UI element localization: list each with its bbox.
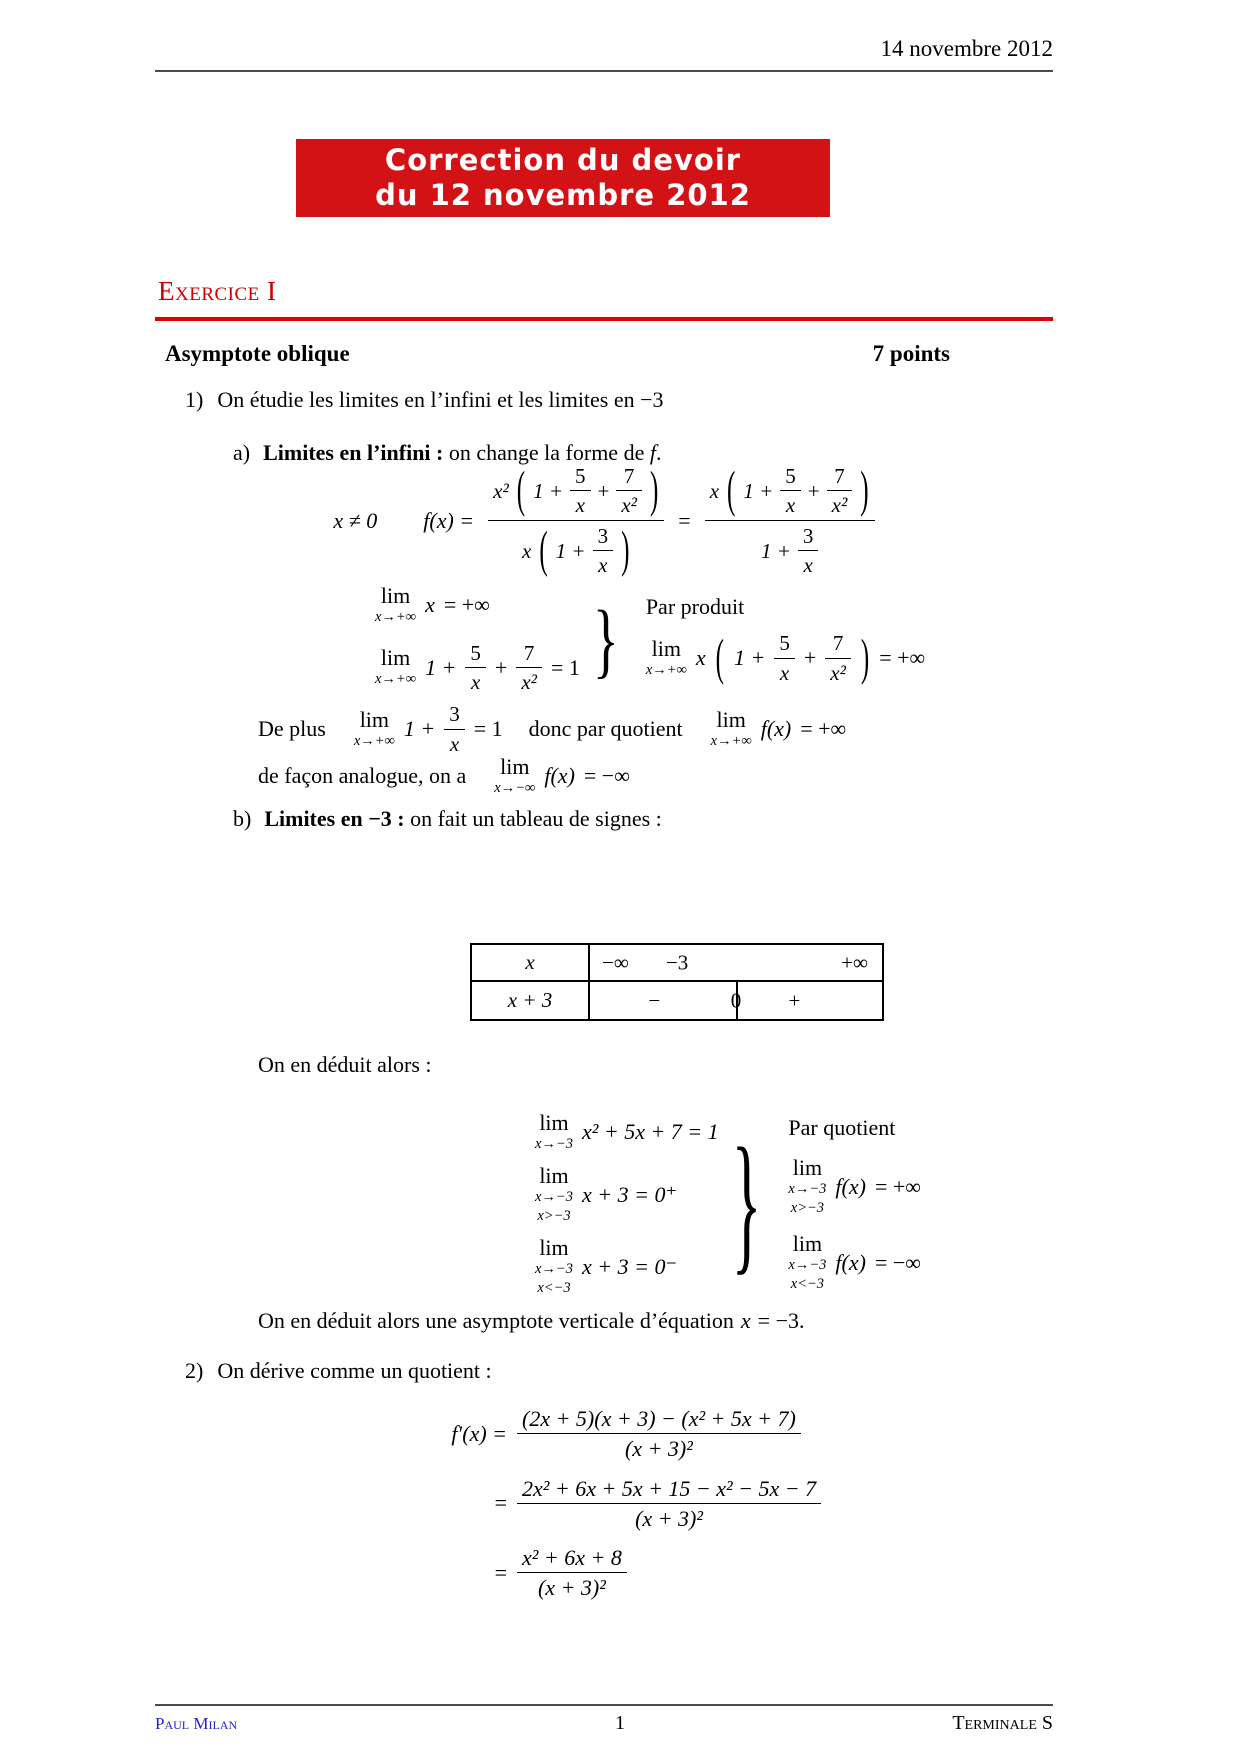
limit-line: lim x→+∞ x ( 1 + $\frac{5}{x}$ + $\frac{7}{\text{x²}}$ ) = +∞ <box>645 630 926 686</box>
lim-subscript: x→−∞ <box>494 779 536 796</box>
sign-plus: + <box>788 988 801 1012</box>
limit-line: lim x→−3 x² + 5x + 7 = 1 <box>535 1110 719 1152</box>
lim-operator: lim <box>539 1162 569 1188</box>
footer-page-number: 1 <box>615 1712 625 1734</box>
lim-subscript: x→−3 <box>535 1260 573 1277</box>
x-neq-0: x ≠ 0 <box>333 507 378 533</box>
item-2 <box>185 1358 492 1384</box>
section-rule <box>155 317 1053 321</box>
sign-table-header-row <box>472 945 882 982</box>
lim-operator: lim <box>359 706 390 732</box>
minus-infinity: −∞ <box>602 950 629 974</box>
footer-class-label: Terminale S <box>952 1712 1053 1734</box>
lim-operator: lim <box>380 645 411 671</box>
lim-subscript: x→+∞ <box>710 732 752 749</box>
lim-subscript: x→−3 <box>535 1188 573 1205</box>
left-paren: ( <box>516 462 526 519</box>
lim-operator: lim <box>539 1110 569 1135</box>
lim-subscript: x→−3 <box>788 1257 827 1274</box>
lim-subscript: x→+∞ <box>353 732 395 749</box>
lim-operator: lim <box>716 706 746 732</box>
item-1b-label: b) <box>233 806 252 831</box>
derivative-line-2: = $\frac{\text{2x² + 6x + 5x + 15 − x² − 5x − 7}}{\text{(x + 3)²}}$ <box>395 1475 821 1533</box>
limit-line: lim x→−3 x>−3 f(x) = +∞ <box>788 1155 921 1217</box>
par-quotient-label: Par quotient <box>788 1115 896 1141</box>
lim-operator: lim <box>500 753 530 779</box>
sign-zero: 0 <box>730 988 742 1012</box>
header-date: 14 novembre 2012 <box>880 36 1053 61</box>
right-brace: } <box>731 1119 762 1290</box>
lim-condition: x<−3 <box>790 1276 825 1293</box>
lim-subscript: x→+∞ <box>645 661 687 678</box>
footer-author: Paul Milan <box>155 1714 238 1733</box>
sign-table-var: x <box>472 945 590 980</box>
item-1a-rest: on change la forme de <box>448 440 645 465</box>
equals-sign: = <box>494 1490 507 1516</box>
limit-line: lim x→+∞ x = +∞ <box>375 583 490 625</box>
derivative-block <box>395 1405 821 1614</box>
donc-text: donc par quotient <box>528 716 683 741</box>
equals-sign: = <box>494 1559 507 1585</box>
limit-line: lim x→−3 x<−3 x + 3 = 0⁻ <box>535 1234 678 1296</box>
item-1 <box>185 387 664 413</box>
sign-table-sign-row <box>472 982 882 1019</box>
conclusion-value: = −3. <box>757 1308 805 1333</box>
item-1a-bold: Limites en l’infini : <box>263 440 444 465</box>
de-plus-line: De plus lim x→+∞ 1 + $\frac{3}{x}$ = 1 donc par quotient lim x→+∞ f(x) = +∞ <box>258 702 847 756</box>
analogue-line: de façon analogue, on a lim x→−∞ f(x) = −∞ <box>258 753 630 796</box>
sign-table <box>470 943 884 1021</box>
x-symbol: x <box>740 1308 751 1333</box>
section-heading: Exercice I <box>158 276 277 306</box>
item-2-label: 2) <box>185 1358 204 1383</box>
lim-condition: x>−3 <box>790 1200 825 1217</box>
limits-product-block <box>375 585 925 695</box>
item-1b-text <box>264 806 661 832</box>
limit-line: lim x→−3 x<−3 f(x) = −∞ <box>788 1231 921 1293</box>
exercise-header <box>165 341 950 367</box>
plus-infinity: +∞ <box>841 950 868 974</box>
lim-condition: x<−3 <box>537 1279 571 1296</box>
limits-quotient-block <box>535 1112 921 1297</box>
fraction-1: x² ( 1 + $\frac{5}{x}$ + $\frac{7}{\text{x²}}$ ) x ( 1 + $\frac{3}{x}$ ) <box>488 462 664 580</box>
exercise-subtitle: Asymptote oblique <box>165 341 350 366</box>
lim-subscript: x→−3 <box>788 1181 827 1198</box>
equals-sign: = <box>678 507 691 533</box>
derivative-line-1: f′(x) = $\frac{\text{(2x + 5)(x + 3) − (x² + 5x + 7)}}{\text{(x + 3)²}}$ <box>395 1405 821 1463</box>
exercise-points: 7 points <box>872 341 950 366</box>
banner-line1: Correction du devoir <box>384 143 742 177</box>
header-rule <box>155 70 1053 72</box>
asymptote-conclusion <box>258 1308 805 1334</box>
par-produit-label: Par produit <box>645 594 745 620</box>
lim-subscript: x→−3 <box>535 1136 573 1152</box>
conclusion-text: On en déduit alors une asymptote verticale d’équation <box>258 1308 734 1333</box>
lim-operator: lim <box>539 1234 569 1260</box>
item-1-label: 1) <box>185 387 204 412</box>
lim-operator: lim <box>792 1231 823 1257</box>
sign-minus: − <box>648 988 661 1012</box>
limit-line: lim x→−3 x>−3 x + 3 = 0⁺ <box>535 1162 678 1224</box>
item-1a-text: Limites en l’infini : on change la forme de f. <box>263 440 662 465</box>
item-1b-rest: on fait un tableau de signes : <box>410 806 662 831</box>
minus-three: −3 <box>665 950 689 974</box>
f-symbol: f <box>649 440 656 465</box>
right-paren: ) <box>649 462 659 519</box>
item-1-text: On étudie les limites en l’infini et les limites en −3 <box>217 387 664 412</box>
right-brace: } <box>592 593 619 687</box>
lim-operator: lim <box>651 635 682 661</box>
title-banner <box>296 139 830 217</box>
item-1b-bold: Limites en −3 : <box>264 806 405 831</box>
lim-operator: lim <box>380 583 411 608</box>
de-plus-text: De plus <box>258 716 326 741</box>
f-prime-lhs: f′(x) = <box>451 1420 507 1446</box>
analogue-text: de façon analogue, on a <box>258 763 467 788</box>
deduction-intro: On en déduit alors : <box>258 1052 432 1077</box>
fx-equals: f(x) = <box>423 507 475 533</box>
footer-rule <box>155 1704 1053 1706</box>
lim-subscript: x→+∞ <box>375 671 417 688</box>
lim-subscript: x→+∞ <box>375 609 417 625</box>
equation-f-rewrite <box>155 462 1053 580</box>
lim-condition: x>−3 <box>537 1207 571 1224</box>
item-1a-label: a) <box>233 440 251 465</box>
item-1b <box>233 806 662 832</box>
item-2-text: On dérive comme un quotient : <box>217 1358 492 1383</box>
fraction-2: x ( 1 + $\frac{5}{x}$ + $\frac{7}{\text{x²}}$ ) 1 + $\frac{3}{x}$ <box>705 462 875 580</box>
sign-table-expr: x + 3 <box>472 982 590 1019</box>
derivative-line-3: = $\frac{\text{x² + 6x + 8}}{\text{(x + 3)²}}$ <box>395 1544 821 1602</box>
lim-operator: lim <box>792 1155 823 1181</box>
banner-line2: du 12 novembre 2012 <box>375 178 751 212</box>
limit-line: lim x→+∞ 1 + $\frac{5}{x}$ + $\frac{7}{\text{x²}}$ = 1 <box>375 640 580 695</box>
